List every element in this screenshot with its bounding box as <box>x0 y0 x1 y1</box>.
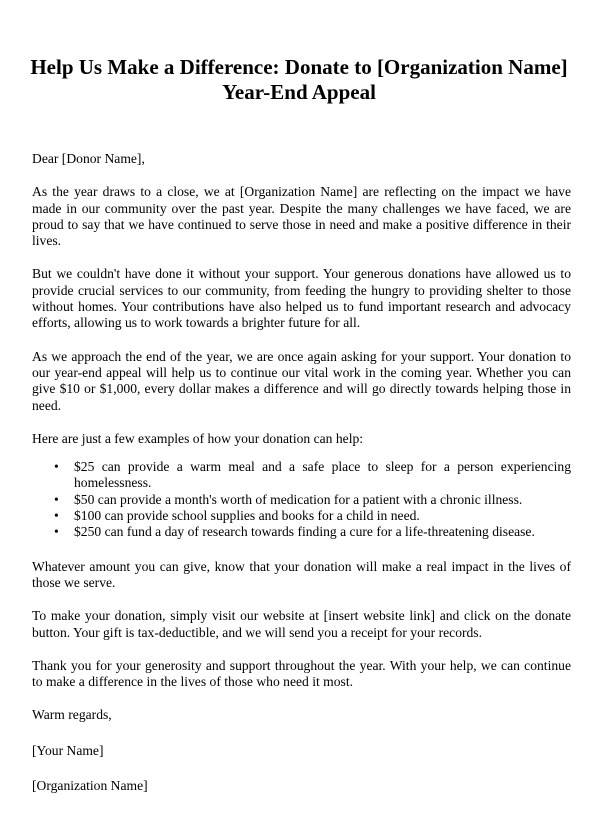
title-line-1: Help Us Make a Difference: Donate to [Organization Name] <box>30 55 568 79</box>
sign-off: Warm regards, <box>32 707 112 723</box>
list-item-text: $100 can provide school supplies and books for a child in need. <box>74 508 420 524</box>
list-item-text: $50 can provide a month's worth of medication for a patient with a chronic illness. <box>74 491 523 507</box>
paragraph-thank-you: Thank you for your generosity and support throughout the year. With your help, we can continue to make a difference in the lives of those who need it most. <box>32 657 571 690</box>
paragraph-support: But we couldn't have done it without your support. Your generous donations have allowed us to provide crucial services to our community, from feeding the hungry to providing shelter to those without homes. Your contributions have also helped us to fund important research and advocacy efforts, allowing us to work towards a brighter future for all. <box>32 266 571 331</box>
bullet-icon: • <box>54 491 59 507</box>
bullet-icon: • <box>54 508 59 524</box>
list-item <box>54 459 571 492</box>
list-item-text: $250 can fund a day of research towards finding a cure for a life-threatening disease. <box>74 524 535 540</box>
paragraph-appeal: As we approach the end of the year, we are once again asking for your support. Your donation to our year-end appeal will help us to continue our vital work in the coming year. Whether you can give $10 or $1,000, every dollar makes a difference and will go directly towards helping those in need. <box>32 348 571 413</box>
letter-body <box>32 151 571 813</box>
list-item-text: $25 can provide a warm meal and a safe place to sleep for a person experiencing homelessness. <box>74 459 571 491</box>
paragraph-impact: Whatever amount you can give, know that your donation will make a real impact in the lives of those we serve. <box>32 558 571 590</box>
paragraph-intro: As the year draws to a close, we at [Organization Name] are reflecting on the impact we have made in our community over the past year. Despite the many challenges we have faced, we are proud to say that we have continued to serve those in need and make a positive difference in their lives. <box>32 184 571 249</box>
examples-list <box>32 459 571 540</box>
salutation: Dear [Donor Name], <box>32 151 145 166</box>
list-item <box>54 491 571 508</box>
paragraph-how-to-donate: To make your donation, simply visit our website at [insert website link] and click on the donate button. Your gift is tax-deductible, and we will send you a receipt for your records. <box>32 608 571 640</box>
signer-organization: [Organization Name] <box>32 778 148 794</box>
title-line-2: Year-End Appeal <box>222 80 376 104</box>
signer-name: [Your Name] <box>32 742 104 758</box>
bullet-icon: • <box>54 459 59 475</box>
list-item <box>54 508 571 524</box>
list-item <box>54 524 571 540</box>
paragraph-examples-intro: Here are just a few examples of how your donation can help: <box>32 430 364 446</box>
bullet-icon: • <box>54 524 59 540</box>
